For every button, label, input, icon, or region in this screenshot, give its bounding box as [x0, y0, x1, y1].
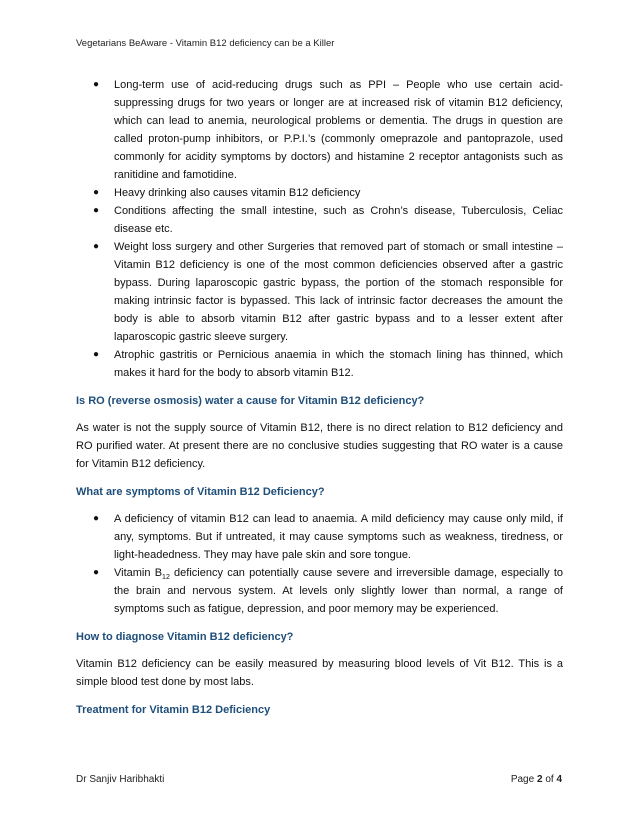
page-footer	[76, 774, 562, 785]
bullet-icon: ●	[93, 205, 100, 216]
bullet-icon: ●	[93, 187, 100, 198]
bullet-icon: ●	[93, 349, 100, 360]
footer-author: Dr Sanjiv Haribhakti	[76, 774, 165, 785]
treatment-heading: Treatment for Vitamin B12 Deficiency	[76, 704, 271, 716]
bullet-icon: ●	[93, 241, 100, 252]
bullet-icon: ●	[93, 513, 100, 524]
diagnose-heading: How to diagnose Vitamin B12 deficiency?	[76, 631, 294, 643]
list-item: ● Vitamin $B_{12}$ deficiency can potentially cause severe and irreversible damage, especially to the brain and nervous system. At levels only slightly lower than normal, a range of symptoms such as fatigue, depression, and poor memory may be experienced.	[76, 564, 563, 618]
list-item: ● Heavy drinking also causes vitamin B12 deficiency	[76, 184, 563, 202]
symptoms-heading: What are symptoms of Vitamin B12 Deficiency?	[76, 486, 325, 498]
list-item: ● Conditions affecting the small intestine, such as Crohn’s disease, Tuberculosis, Celiac disease etc.	[76, 202, 563, 238]
list-item: ● Long-term use of acid-reducing drugs such as PPI – People who use certain acid-suppressing drugs for two years or longer are at increased risk of vitamin B12 deficiency, which can lead to anemia, neurological problems or dementia. The drugs in question are called proton-pump inhibitors, or P.P.I.’s (commonly omeprazole and pantoprazole, used commonly for acidity symptoms by doctors) and histamine 2 receptor antagonists such as ranitidine and famotidine.	[76, 76, 563, 184]
symptoms-list	[76, 510, 563, 618]
ro-heading: Is RO (reverse osmosis) water a cause for Vitamin B12 deficiency?	[76, 395, 425, 407]
list-item: ● Atrophic gastritis or Pernicious anaemia in which the stomach lining has thinned, which makes it hard for the body to absorb vitamin B12.	[76, 346, 563, 382]
page-number: Page 2 of 4	[510, 774, 562, 785]
ro-paragraph: As water is not the supply source of Vitamin B12, there is no direct relation to B12 deficiency and RO purified water. At present there are no conclusive studies suggesting that RO water is a cause for Vitamin B12 deficiency.	[76, 422, 563, 470]
causes-list	[76, 76, 563, 382]
bullet-icon: ●	[93, 567, 100, 578]
list-item: ● Weight loss surgery and other Surgeries that removed part of stomach or small intestine – Vitamin B12 deficiency is one of the most common deficiencies observed after a gastric bypass. During laparoscopic gastric bypass, the portion of the stomach responsible for making intrinsic factor is bypassed. This lack of intrinsic factor decreases the amount the body is able to absorb vitamin B12 after gastric bypass and to a lesser extent after laparoscopic gastric sleeve surgery.	[76, 238, 563, 346]
diagnose-paragraph: Vitamin B12 deficiency can be easily measured by measuring blood levels of Vit B12. This is a simple blood test done by most labs.	[76, 658, 563, 688]
bullet-icon: ●	[93, 79, 100, 90]
running-header: Vegetarians BeAware - Vitamin B12 deficiency can be a Killer	[76, 38, 335, 49]
page-content	[76, 76, 563, 728]
list-item: ● A deficiency of vitamin B12 can lead to anaemia. A mild deficiency may cause only mild, if any, symptoms. But if untreated, it may cause symptoms such as weakness, tiredness, or light-headedness. They may have pale skin and sore tongue.	[76, 510, 563, 564]
